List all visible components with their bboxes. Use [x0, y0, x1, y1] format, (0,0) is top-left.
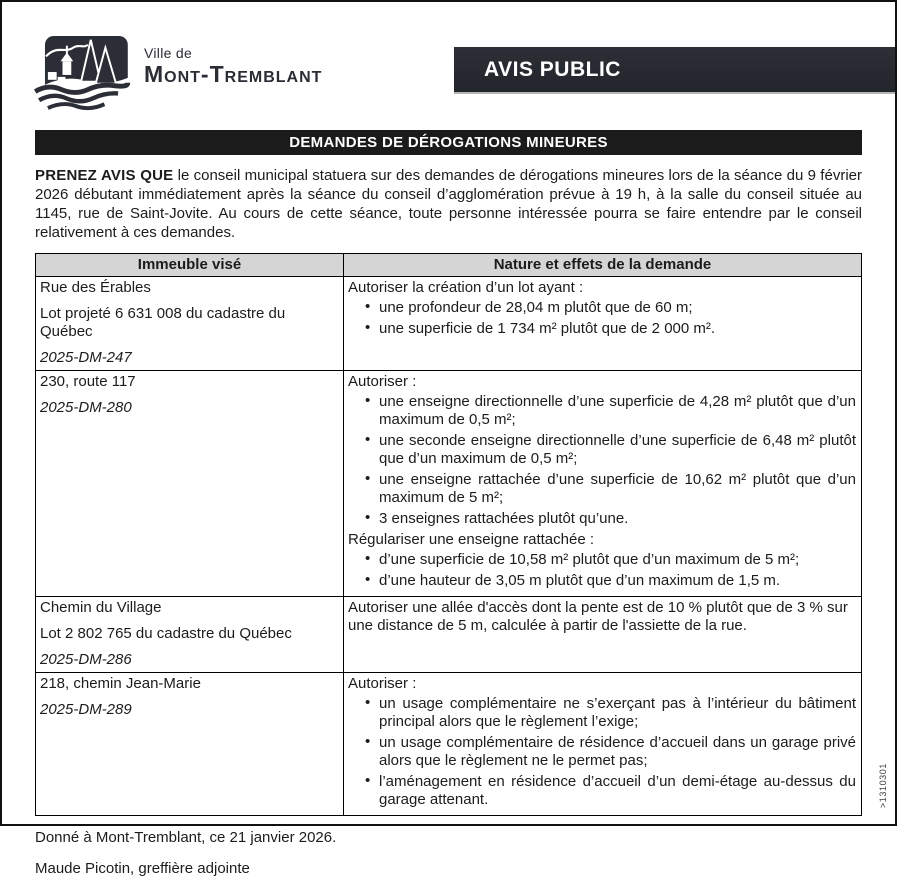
table-body [36, 277, 862, 816]
file-number: 2025-DM-289 [40, 701, 132, 718]
bullet-list [348, 551, 856, 590]
property-cell [36, 277, 344, 371]
bullet-item: • un usage complémentaire ne s’exerçant pas à l’intérieur du bâtiment principal alors que le règlement l’exige; [379, 695, 856, 731]
file-number: 2025-DM-247 [40, 349, 132, 366]
bullet-list [348, 299, 856, 338]
bullet-item: • une enseigne rattachée d’une superficie de 10,62 m² plutôt que d’un maximum de 5 m²; [379, 471, 856, 507]
logo-text [144, 45, 322, 88]
logo-city-prefix: Ville de [144, 45, 193, 61]
intro-body-text: le conseil municipal statuera sur des demandes de dérogations mineures lors de la séance du 9 février 2026 débutant immédiatement après la séance du conseil d’agglomération prévue à 19 h, à la salle du conseil située au 1145, rue de Saint-Jovite. Au cours de cette séance, toute personne intéressée pourra se faire entendre par le conseil relativement à ces demandes. [35, 167, 862, 241]
bullet-item: • une seconde enseigne directionnelle d’une superficie de 6,48 m² plutôt que d’un maximum de 0,5 m²; [379, 432, 856, 468]
property-line: Lot projeté 6 631 008 du cadastre du Québec [40, 305, 286, 340]
bullet-item: • un usage complémentaire de résidence d’accueil dans un garage privé alors que le règlement ne le permet pas; [379, 734, 856, 770]
nature-text: Autoriser : [348, 675, 417, 692]
nature-text: Régulariser une enseigne rattachée : [348, 531, 594, 548]
intro-paragraph [35, 166, 862, 242]
table-row [36, 597, 862, 673]
intro-bold-lead: PRENEZ AVIS QUE [35, 167, 174, 184]
property-line: 230, route 117 [40, 373, 136, 390]
file-number: 2025-DM-286 [40, 651, 132, 668]
derogations-table [35, 253, 862, 816]
table-row [36, 673, 862, 816]
notice-title-bar [35, 130, 862, 155]
notice-title: DEMANDES DE DÉROGATIONS MINEURES [289, 134, 608, 151]
bullet-item: • l’aménagement en résidence d’accueil d’un demi-étage au-dessus du garage attenant. [379, 773, 856, 809]
table-header-row [36, 254, 862, 277]
city-logo [32, 35, 322, 111]
notice-content [35, 130, 862, 877]
side-reference-code: >1310301 [878, 762, 888, 808]
bullet-item: • une superficie de 1 734 m² plutôt que de 2 000 m². [379, 320, 856, 338]
nature-cell [344, 277, 862, 371]
banner-title: AVIS PUBLIC [484, 57, 621, 81]
nature-text: Autoriser une allée d'accès dont la pente est de 10 % plutôt que de 3 % sur une distance de 5 m, calculée à partir de l'assiette de la rue. [348, 599, 848, 634]
bullet-item: • une enseigne directionnelle d’une superficie de 4,28 m² plutôt que d’un maximum de 0,5 m²; [379, 393, 856, 429]
nature-cell [344, 597, 862, 673]
table-row [36, 277, 862, 371]
property-line: Chemin du Village [40, 599, 162, 616]
logo-city-name: Mont-Tremblant [144, 61, 323, 87]
bullet-item: • d’une hauteur de 3,05 m plutôt que d’un maximum de 1,5 m. [379, 572, 856, 590]
nature-text: Autoriser la création d’un lot ayant : [348, 279, 584, 296]
mont-tremblant-logo-icon [32, 35, 132, 111]
bullet-item: • une profondeur de 28,04 m plutôt que de 60 m; [379, 299, 856, 317]
bullet-item: • d’une superficie de 10,58 m² plutôt que d’un maximum de 5 m²; [379, 551, 856, 569]
footer-signature-line: Maude Picotin, greffière adjointe [35, 860, 250, 877]
col-header-immeuble: Immeuble visé [36, 254, 344, 277]
property-line: Lot 2 802 765 du cadastre du Québec [40, 625, 292, 642]
bullet-list [348, 695, 856, 809]
nature-cell [344, 673, 862, 816]
property-cell [36, 597, 344, 673]
nature-text: Autoriser : [348, 373, 417, 390]
bullet-list [348, 393, 856, 528]
avis-public-banner [454, 47, 895, 94]
footer-date-line: Donné à Mont-Tremblant, ce 21 janvier 2026. [35, 829, 337, 846]
property-cell [36, 371, 344, 597]
nature-cell [344, 371, 862, 597]
table-row [36, 371, 862, 597]
file-number: 2025-DM-280 [40, 399, 132, 416]
property-line: 218, chemin Jean-Marie [40, 675, 201, 692]
col-header-nature: Nature et effets de la demande [344, 254, 862, 277]
bullet-item: • 3 enseignes rattachées plutôt qu’une. [379, 510, 856, 528]
property-line: Rue des Érables [40, 279, 151, 296]
property-cell [36, 673, 344, 816]
